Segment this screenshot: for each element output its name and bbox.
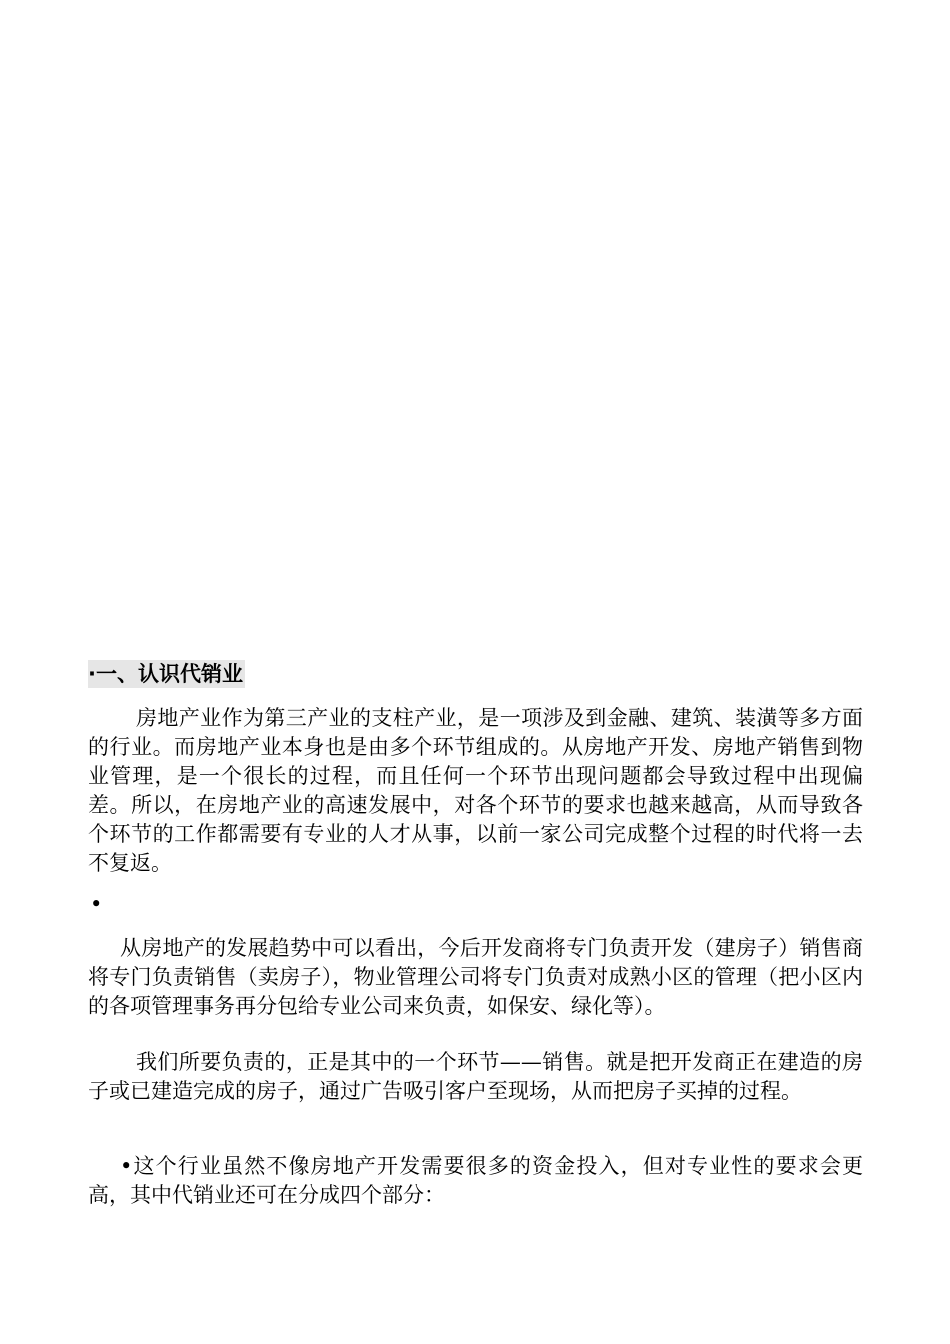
section-heading: ·一、认识代销业 xyxy=(88,662,243,686)
paragraph-sales: 我们所要负责的，正是其中的一个环节——销售。就是把开发商正在建造的房子或已建造完成的房子，通过广告吸引客户至现场，从而把房子买掉的过程。 xyxy=(88,1050,863,1103)
paragraph-trend: 从房地产的发展趋势中可以看出，今后开发商将专门负责开发（建房子）销售商将专门负责销售（卖房子），物业管理公司将专门负责对成熟小区的管理（把小区内的各项管理事务再分包给专业公司来负责，如保安、绿化等）。 xyxy=(88,936,863,1018)
bullet-marker: • xyxy=(90,892,103,916)
paragraph-intro: 房地产业作为第三产业的支柱产业，是一项涉及到金融、建筑、装潢等多方面的行业。而房地产业本身也是由多个环节组成的。从房地产开发、房地产销售到物业管理，是一个很长的过程，而且任何一个环节出现问题都会导致过程中出现偏差。所以，在房地产业的高速发展中，对各个环节的要求也越来越高，从而导致各个环节的工作都需要有专业的人才从事，以前一家公司完成整个过程的时代将一去不复返。 xyxy=(88,706,863,875)
paragraph-industry: •这个行业虽然不像房地产开发需要很多的资金投入，但对专业性的要求会更高，其中代销业还可在分成四个部分： xyxy=(88,1154,863,1207)
